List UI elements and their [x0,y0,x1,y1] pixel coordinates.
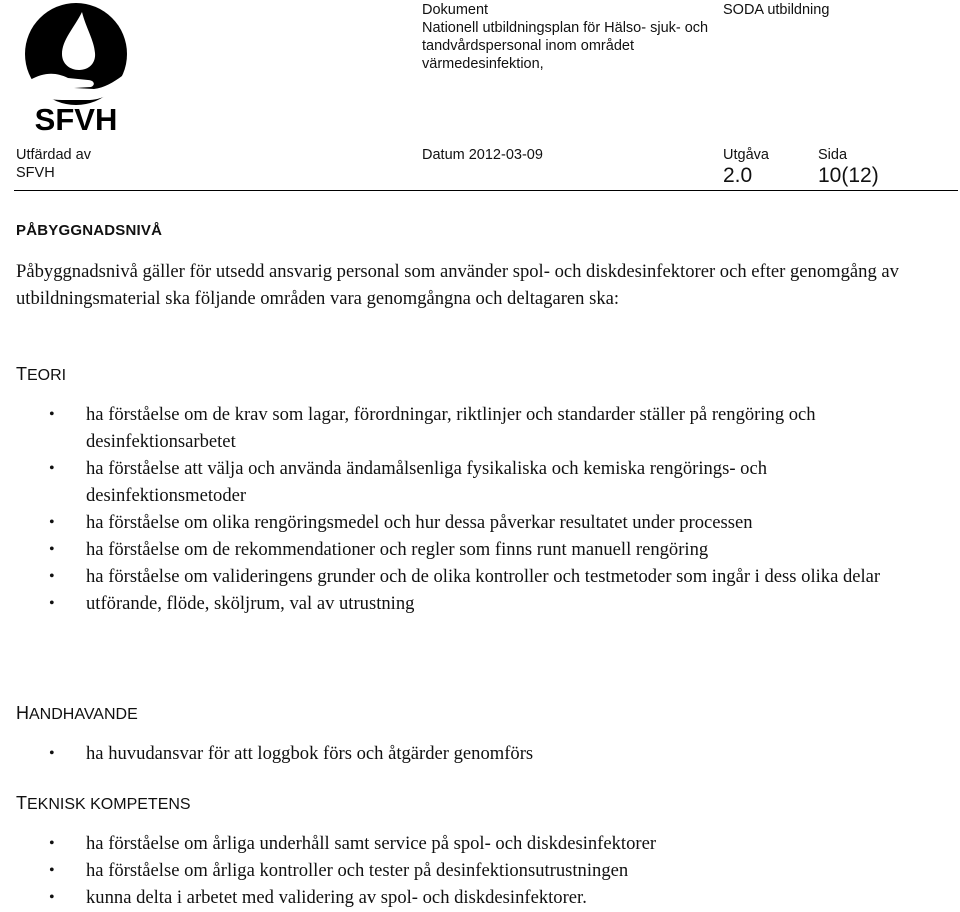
edition-value: 2.0 [723,164,753,187]
issuer-label: Utfärdad av [16,147,91,163]
page-number: 10(12) [818,164,879,187]
page-info [818,146,879,188]
teknisk-kompetens-list [0,830,900,911]
subheading-handhavande: HANDHAVANDE [16,703,138,723]
list-item: • ha förståelse om olika rengöringsmedel och hur dessa påverkar resultatet under processen [0,509,900,536]
list-item: • ha förståelse om årliga underhåll samt service på spol- och diskdesinfektorer [0,830,900,857]
document-title: Nationell utbildningsplan för Hälso- sjuk- och tandvårdspersonal inom området värmedesinfektion, [422,20,709,72]
edition-label: Utgåva [723,147,769,163]
list-item: • ha förståelse om de rekommendationer och regler som finns runt manuell rengöring [0,536,900,563]
edition-info [723,146,769,188]
list-item: • ha förståelse att välja och använda ändamålsenliga fysikaliska och kemiska rengörings- och desinfektionsmetoder [0,455,900,509]
subheading-teknisk-kompetens: TEKNISK KOMPETENS [16,793,191,813]
document-info [422,1,712,73]
issuer-info [16,146,91,182]
intro-paragraph: Påbyggnadsnivå gäller för utsedd ansvarig personal som använder spol- och diskdesinfektorer och efter genomgång av utbildningsmaterial ska följande områden vara genomgångna och deltagaren ska: [16,261,899,309]
section-heading: PÅBYGGNADSNIVÅ [16,222,163,239]
handhavande-list [0,740,900,767]
list-item: • ha förståelse om de krav som lagar, förordningar, riktlinjer och standarder ställer på rengöring och desinfektionsarbetet [0,401,900,455]
list-item: • kunna delta i arbetet med validering av spol- och diskdesinfektorer. [0,884,900,911]
list-item: • utförande, flöde, sköljrum, val av utrustning [0,590,900,617]
list-item: • ha huvudansvar för att loggbok förs och åtgärder genomförs [0,740,900,767]
teori-list [0,401,900,617]
logo-emblem-icon [22,2,134,134]
list-item: • ha förståelse om valideringens grunder och de olika kontroller och testmetoder som ingår i dess olika delar [0,563,900,590]
document-label: Dokument [422,2,489,18]
list-item: • ha förståelse om årliga kontroller och tester på desinfektionsutrustningen [0,857,900,884]
sfvh-logo [22,2,134,134]
page-label: Sida [818,147,848,163]
organization: SODA utbildning [723,2,830,18]
logo-wordmark: SFVH [34,102,118,134]
header-divider [14,190,958,191]
subheading-teori: TEORI [16,364,67,384]
document-date: Datum 2012-03-09 [422,147,543,163]
issuer-value: SFVH [16,165,55,181]
